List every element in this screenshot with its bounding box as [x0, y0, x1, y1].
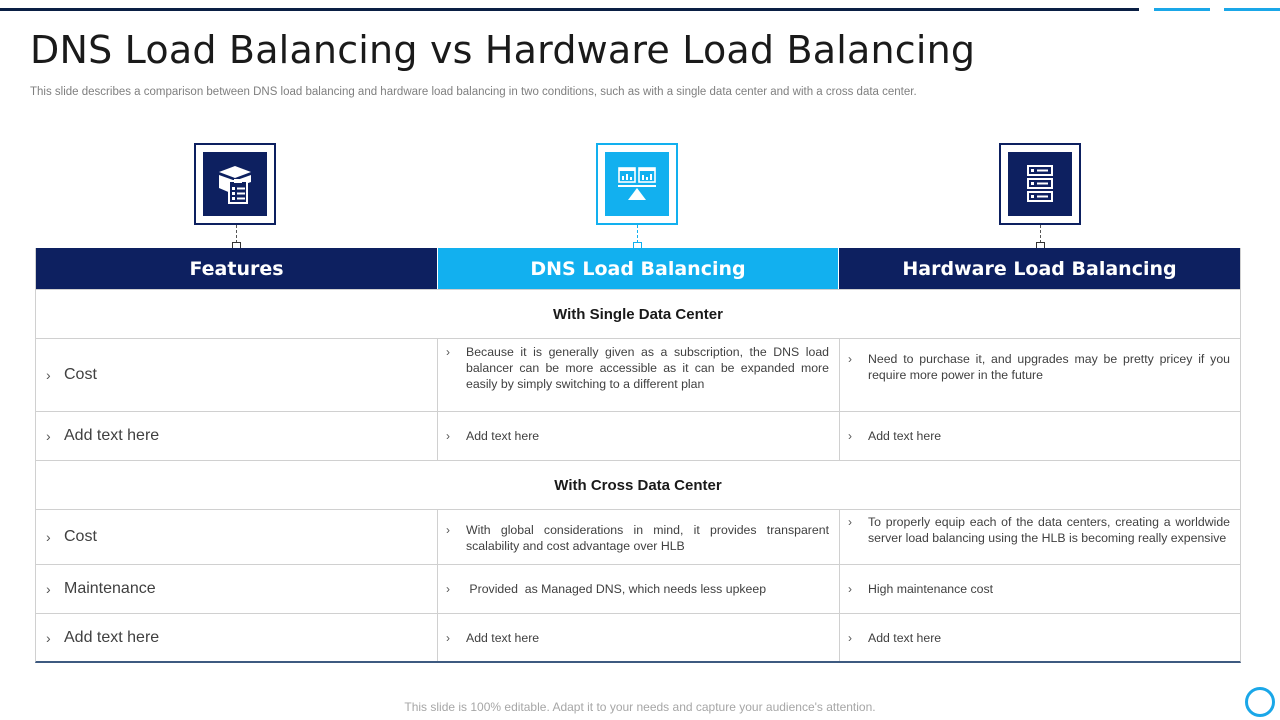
- section-title-cross: With Cross Data Center: [36, 460, 1240, 509]
- chevron-right-icon: ›: [46, 529, 51, 545]
- dns-text: Provided as Managed DNS, which needs less upkeep: [466, 582, 767, 596]
- slide-footer: This slide is 100% editable. Adapt it to your needs and capture your audience's attention.: [404, 700, 876, 714]
- hardware-cell: [839, 412, 1240, 460]
- hardware-text: Add text here: [868, 429, 942, 443]
- hardware-cell: [839, 614, 1240, 661]
- hardware-text: High maintenance cost: [868, 582, 994, 596]
- server-list-icon: [1018, 162, 1062, 206]
- chevron-right-icon: ›: [848, 515, 852, 529]
- features-icon-frame: [194, 143, 276, 225]
- chevron-right-icon: ›: [446, 523, 450, 537]
- hardware-cell: [839, 339, 1240, 411]
- dns-cell: [437, 339, 839, 411]
- connector-line: [1040, 225, 1041, 243]
- top-accent-dash: [1224, 8, 1280, 11]
- table-row: [36, 338, 1240, 411]
- hardware-cell: [839, 565, 1240, 613]
- dns-cell: [437, 565, 839, 613]
- box-clipboard-icon: [213, 162, 257, 206]
- top-accent-dash: [1154, 8, 1210, 11]
- chevron-right-icon: ›: [848, 582, 852, 596]
- dns-cell: [437, 510, 839, 564]
- chevron-right-icon: ›: [848, 630, 852, 645]
- chevron-right-icon: ›: [46, 581, 51, 597]
- feature-cell: [36, 510, 437, 564]
- hardware-cell: [839, 510, 1240, 564]
- chevron-right-icon: ›: [446, 582, 450, 596]
- comparison-table: [35, 248, 1241, 663]
- chevron-right-icon: ›: [446, 429, 450, 443]
- table-row: [36, 564, 1240, 613]
- feature-cell: [36, 614, 437, 661]
- chevron-right-icon: ›: [848, 352, 852, 366]
- feature-cell: [36, 412, 437, 460]
- dns-text: With global considerations in mind, it provides transparent scalability and cost advantage over HLB: [466, 523, 829, 553]
- chevron-right-icon: ›: [46, 629, 51, 646]
- hardware-text: Need to purchase it, and upgrades may be pretty pricey if you require more power in the future: [868, 352, 1230, 382]
- connector-line: [637, 225, 638, 243]
- header-dns: DNS Load Balancing: [437, 248, 839, 289]
- chevron-right-icon: ›: [446, 345, 450, 359]
- feature-label: Cost: [64, 528, 97, 545]
- hardware-icon-frame: [999, 143, 1081, 225]
- feature-label: Cost: [64, 366, 97, 383]
- header-features: Features: [36, 248, 437, 289]
- feature-cell: [36, 339, 437, 411]
- dns-text: Because it is generally given as a subscription, the DNS load balancer can be more accessible as it can be expanded more easily by simply switching to a different plan: [466, 345, 829, 391]
- connector-line: [236, 225, 237, 243]
- dns-text: Add text here: [466, 630, 540, 645]
- hardware-text: To properly equip each of the data centers, creating a worldwide server load balancing using the HLB is becoming really expensive: [868, 515, 1230, 545]
- top-accent-bar: [0, 8, 1139, 11]
- feature-cell: [36, 565, 437, 613]
- table-row: [36, 509, 1240, 564]
- chevron-right-icon: ›: [848, 429, 852, 443]
- slide-title: DNS Load Balancing vs Hardware Load Balancing: [30, 28, 976, 72]
- dns-icon-frame: [596, 143, 678, 225]
- feature-label: Maintenance: [64, 580, 156, 597]
- chevron-right-icon: ›: [446, 630, 450, 645]
- table-header: [36, 248, 1240, 289]
- dns-cell: [437, 614, 839, 661]
- chevron-right-icon: ›: [46, 367, 51, 383]
- dns-text: Add text here: [466, 429, 540, 443]
- feature-label: Add text here: [64, 427, 160, 444]
- table-row: [36, 613, 1240, 661]
- dns-cell: [437, 412, 839, 460]
- slide-subtitle: This slide describes a comparison between DNS load balancing and hardware load balancing in two conditions, such as with a single data center and with a cross data center.: [30, 86, 917, 98]
- chevron-right-icon: ›: [46, 428, 51, 444]
- header-hardware: Hardware Load Balancing: [839, 248, 1240, 289]
- hardware-text: Add text here: [868, 630, 942, 645]
- section-title-single: With Single Data Center: [36, 289, 1240, 338]
- scale-dashboard-icon: [615, 162, 659, 206]
- table-row: [36, 411, 1240, 460]
- feature-label: Add text here: [64, 628, 160, 646]
- corner-circle-icon: [1245, 687, 1275, 717]
